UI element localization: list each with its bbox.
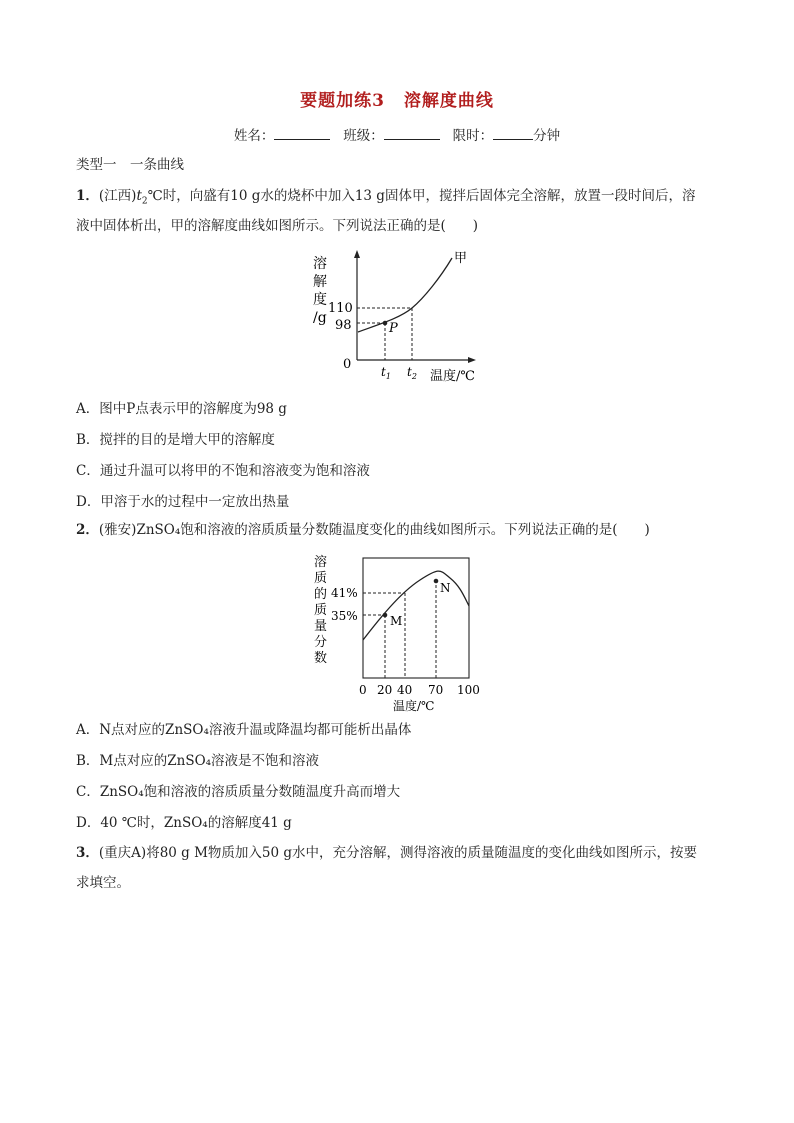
q1-temp-sub: 2 [141, 196, 148, 207]
chart1-point-p [383, 321, 388, 326]
q1-stem-line1 [76, 186, 726, 212]
q3-number: 3． [76, 845, 99, 861]
chart1-ylabel-1: 溶 [313, 256, 327, 272]
chart2-xtick-70: 70 [428, 683, 444, 697]
title-left: 要题加练3 [300, 91, 385, 111]
chart1-xtick-t2: $t_2$ [407, 365, 417, 381]
class-blank[interactable] [384, 126, 440, 140]
q1-option-b[interactable]: B．搅拌的目的是增大甲的溶解度 [76, 432, 275, 448]
chart2-point-m-label: M [390, 614, 403, 628]
chart2-frame [363, 558, 469, 678]
chart2-xtick-40: 40 [397, 683, 413, 697]
q1-number: 1． [76, 188, 99, 204]
q2-option-b[interactable]: B．M点对应的ZnSO₄溶液是不饱和溶液 [76, 753, 320, 769]
q2-stem [76, 520, 650, 540]
chart2-ylabel-7: 数 [314, 651, 328, 666]
chart2-ylabel-3: 的 [314, 587, 328, 602]
title-right: 溶解度曲线 [403, 91, 494, 111]
chart1-xlabel: 温度/℃ [430, 369, 475, 384]
q1-option-a[interactable]: A．图中P点表示甲的溶解度为98 g [76, 401, 287, 417]
q3-stem-line2: 求填空。 [76, 875, 130, 891]
chart2-ylabel-6: 分 [314, 635, 328, 650]
q3-stem-text: (重庆A)将80 g M物质加入50 g水中，充分溶解，测得溶液的质量随温度的变化曲线如图所示，按要 [98, 845, 698, 861]
time-label: 限时： [452, 128, 494, 144]
chart2-xtick-0: 0 [359, 683, 367, 697]
chart1-y-arrow [354, 250, 360, 258]
chart2-point-n-label: N [440, 581, 451, 595]
q2-option-d[interactable]: D．40 ℃时，ZnSO₄的溶解度41 g [76, 815, 292, 831]
chart1-curve-jia [358, 258, 452, 332]
chart1-point-p-label: P [389, 321, 398, 336]
chart2-point-n [434, 579, 439, 584]
q2-option-a[interactable]: A．N点对应的ZnSO₄溶液升温或降温均都可能析出晶体 [76, 722, 412, 738]
q2-number: 2． [76, 522, 99, 538]
chart1-ytick-98: 98 [335, 318, 352, 333]
name-blank[interactable] [274, 126, 330, 140]
chart2-point-m [383, 613, 388, 618]
chart2-xtick-20: 20 [377, 683, 393, 697]
class-label: 班级： [343, 128, 384, 144]
q2-stem-text: (雅安)ZnSO₄饱和溶液的溶质质量分数随温度变化的曲线如图所示。下列说法正确的是( ) [98, 522, 650, 538]
q1-option-c[interactable]: C．通过升温可以将甲的不饱和溶液变为饱和溶液 [76, 463, 370, 479]
chart2-ytick-35: 35% [331, 609, 358, 623]
chart1-ylabel-4: /g [313, 310, 327, 326]
chart1-x-arrow [468, 357, 476, 363]
q1-stem-text: ℃时，向盛有10 g水的烧杯中加入13 g固体甲，搅拌后固体完全溶解，放置一段时间后，溶 [147, 188, 696, 204]
q1-option-d[interactable]: D．甲溶于水的过程中一定放出热量 [76, 494, 290, 510]
chart2-ylabel-5: 量 [314, 619, 328, 634]
q3-stem-line1 [76, 843, 697, 863]
chart1-origin: 0 [343, 357, 352, 372]
chart1-ytick-110: 110 [328, 301, 353, 316]
chart1-xtick-t1: $t_1$ [381, 365, 391, 381]
chart2-ytick-41: 41% [331, 586, 358, 600]
chart-zns04-mass-fraction [300, 548, 490, 714]
section-label: 类型一 一条曲线 [76, 157, 184, 173]
chart2-ylabel-2: 质 [314, 571, 328, 586]
chart2-ylabel-1: 溶 [314, 555, 328, 570]
chart2-xlabel: 温度/℃ [393, 699, 435, 713]
chart2-ylabel-4: 质 [314, 603, 328, 618]
q2-option-c[interactable]: C．ZnSO₄饱和溶液的溶质质量分数随温度升高而增大 [76, 784, 401, 800]
time-unit: 分钟 [533, 128, 561, 144]
chart2-curve [363, 571, 469, 640]
q1-source: (江西) [98, 188, 137, 204]
q1-stem-line2: 液中固体析出，甲的溶解度曲线如图所示。下列说法正确的是( ) [76, 218, 479, 234]
chart1-curve-label: 甲 [454, 251, 468, 266]
time-blank[interactable] [493, 126, 533, 140]
page-title [0, 86, 794, 111]
chart-solubility-jia [300, 248, 500, 388]
q1-temp-var: t [136, 188, 142, 204]
chart1-ylabel-2: 解 [313, 274, 327, 290]
chart1-ylabel-3: 度 [313, 292, 327, 308]
info-line [0, 124, 794, 144]
name-label: 姓名： [233, 128, 275, 144]
chart2-xtick-100: 100 [457, 683, 480, 697]
